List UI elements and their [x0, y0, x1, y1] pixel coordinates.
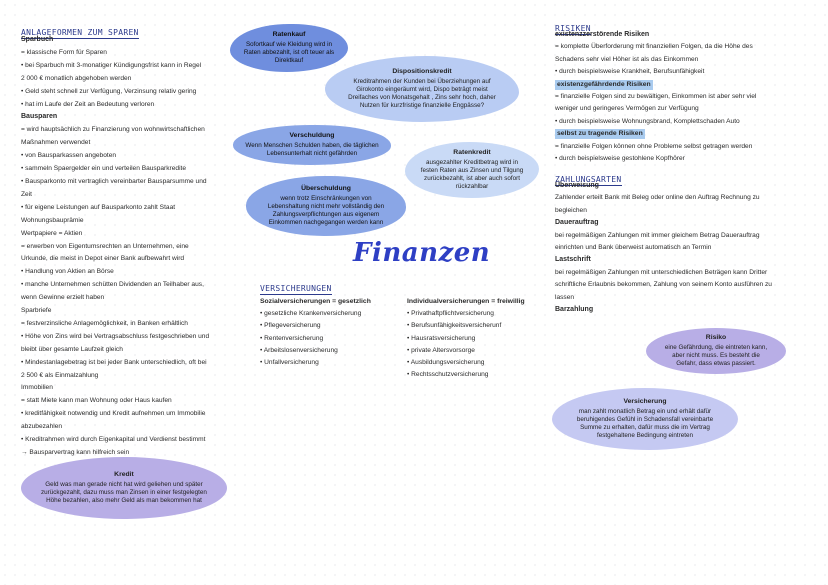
- dispo-text: Kreditrahmen der Kunden bei Überziehungen auf Girokonto eingeräumt wird, Dispo beträgt meist Dreifaches von Monatsgehalt , Zins sehr hoch, daher Nutzen für kurzfristige finanzielle Engpässe?: [348, 78, 496, 109]
- sozial-item: • Rentenversicherung: [260, 334, 324, 342]
- main-title: Finanzen: [353, 238, 491, 268]
- individual-item: • Privathaftpflichtversicherung: [407, 310, 494, 318]
- anlage-heading: ANLAGEFORMEN ZUM SPAREN: [21, 28, 139, 37]
- anlage-line: 2 500 € als Einmalzahlung: [21, 371, 99, 379]
- zahlungsart-label: Dauerauftrag: [555, 219, 599, 227]
- anlage-line: Maßnahmen verwendet: [21, 139, 91, 147]
- risiko-line: • durch beispielsweise gestohlene Kopfhörer: [555, 155, 685, 163]
- anlage-section: [21, 34, 246, 460]
- anlage-line: = wird hauptsächlich zu Finanzierung von wohnwirtschaftlichen: [21, 126, 205, 134]
- verschuldung-title: Verschuldung: [289, 132, 335, 139]
- zahlungsart-label: Lastschrift: [555, 256, 591, 264]
- anlage-line: • Bausparkonto mit vertraglich vereinbarter Bausparsumme und: [21, 177, 207, 185]
- zahlungsart-line: lassen: [555, 293, 575, 301]
- risiko-category: existenzzerstörende Risiken: [555, 31, 650, 38]
- risiko-line: = finanzielle Folgen können ohne Probleme selbst getragen werden: [555, 142, 753, 150]
- zahlungsarten-section: [555, 180, 810, 316]
- anlage-line: • kreditfähigkeit notwendig und Kredit aufnehmen um Immobilie: [21, 410, 206, 418]
- anlage-line: • Handlung von Aktien an Börse: [21, 268, 114, 276]
- risiko-category: existenzgefährdende Risiken: [557, 80, 651, 88]
- risiko-category: selbst zu tragende Risiken: [557, 130, 643, 138]
- zahlungsarten-heading: ZAHLUNGSARTEN: [555, 175, 622, 184]
- sozialversicherungen-list: [260, 296, 400, 369]
- versicherung-note: [552, 388, 738, 450]
- zahlungsart-label: Überweisung: [555, 182, 599, 189]
- ratenkauf-note: [230, 24, 348, 72]
- anlage-line: • sammeln Spaergelder ein und verteilen Bausparkredite: [21, 165, 187, 173]
- anlage-line: wenn Gewinne erzielt haben: [21, 294, 105, 302]
- ueberschuldung-note: [246, 176, 406, 236]
- anlage-line: • Geld steht schnell zur Verfügung, Verzinsung relativ gering: [21, 87, 197, 95]
- kredit-note: [21, 457, 227, 519]
- zahlungsart-line: bei regelmäßigen Zahlungen mit immer gleichem Betrag Dauerauftrag: [555, 231, 760, 239]
- kredit-title: Kredit: [114, 471, 134, 478]
- zahlungsart-line: bei regelmäßigen Zahlungen mit unterschiedlichen Beträgen kann Dritter: [555, 268, 768, 276]
- dispositionskredit-note: [325, 56, 519, 122]
- sozial-item: • Pflegeversicherung: [260, 322, 321, 330]
- individualversicherungen-list: [407, 296, 557, 381]
- versicherung-text: man zahlt monatlich Betrag ein und erhält dafür beruhigendes Gefühl in Schadensfall vereinbarte Summe zu erhalten, dafür muss die im Vertrag festgehaltene Bedingung eintreten: [576, 408, 714, 439]
- sozial-title: Sozialversicherungen = gesetzlich: [260, 298, 371, 305]
- anlage-line: = festverzinsliche Anlagemöglichkeit, in Banken erhältlich: [21, 319, 188, 327]
- anlage-line: • Kreditrahmen wird durch Eigenkapital und Verdienst bestimmt: [21, 436, 206, 444]
- individual-item: • Rechtsschutzversicherung: [407, 371, 489, 379]
- anlage-line: • hat im Laufe der Zeit an Bedeutung verloren: [21, 100, 155, 108]
- sozial-item: • Arbeitslosenversicherung: [260, 346, 338, 354]
- risiko-line: = finanzielle Folgen sind zu bewältigen, Einkommen ist aber sehr viel: [555, 93, 757, 101]
- versicherung-title: Versicherung: [623, 398, 667, 405]
- risiko-line: weniger und geringeres Vermögen zur Verfügung: [555, 105, 699, 113]
- anlage-line: bleibt über gesamte Laufzeit gleich: [21, 345, 123, 353]
- risiken-heading: RISIKEN: [555, 24, 591, 33]
- anlage-line: • Höhe von Zins wird bei Vertragsabschluss festgeschrieben und: [21, 332, 210, 340]
- individual-title: Individualversicherungen = freiwillig: [407, 298, 525, 305]
- anlage-line: Immobilien: [21, 384, 53, 392]
- anlage-line: abzubezahlen: [21, 423, 63, 431]
- risiko-title: Risiko: [705, 334, 727, 341]
- anlage-line: → Bausparvertrag kann hilfreich sein: [21, 449, 130, 456]
- anlage-line: = erwerben von Eigentumsrechten an Unternehmen, eine: [21, 242, 189, 250]
- risiko-line: • durch beispielsweise Krankheit, Berufsunfähigkeit: [555, 68, 705, 76]
- ueberschuldung-title: Überschuldung: [301, 185, 351, 192]
- ratenkredit-title: Ratenkredit: [453, 149, 491, 156]
- risiko-line: = komplette Überforderung mit finanziellen Folgen, da die Höhe des: [555, 43, 753, 51]
- ueberschuldung-text: wenn trotz Einschränkungen von Lebenshaltung nicht mehr vollständig den Zahlungsverpflichtungen aus eigenem Einkommen nachgegangen werden kann: [267, 195, 385, 226]
- anlage-line: Wohnungsbauprämie: [21, 216, 84, 224]
- risiko-text: eine Gefährdung, die eintreten kann, aber nicht muss. Es besteht die Gefahr, dass etwas passiert.: [664, 344, 768, 367]
- zahlungsart-line: schriftliche Erlaubnis bekommen, Zahlung von seinem Konto ausführen zu: [555, 281, 772, 289]
- anlage-subheading: Sparbuch: [21, 36, 54, 43]
- anlage-subheading: Bausparen: [21, 113, 58, 121]
- individual-item: • private Altersvorsorge: [407, 346, 475, 354]
- versicherungen-heading: VERSICHERUNGEN: [260, 284, 332, 293]
- anlage-line: 2 000 € monatlich abgehoben werden: [21, 74, 132, 82]
- anlage-line: • Mindestanlagebetrag ist bei jeder Bank unterschiedlich, oft bei: [21, 358, 207, 366]
- risiken-section: [555, 29, 805, 165]
- risiko-line: • durch beispielsweise Wohnungsbrand, Komplettschaden Auto: [555, 117, 740, 125]
- risiko-note: [646, 328, 786, 374]
- ratenkauf-title: Ratenkauf: [272, 31, 306, 38]
- anlage-line: • manche Unternehmen schütten Dividenden an Teilhaber aus,: [21, 281, 204, 289]
- verschuldung-note: [233, 125, 391, 165]
- anlage-line: • von Bausparkassen angeboten: [21, 152, 117, 160]
- anlage-line: Zeit: [21, 190, 32, 198]
- sozial-item: • Unfallversicherung: [260, 359, 319, 367]
- anlage-line: • bei Sparbuch mit 3-monatiger Kündigungsfrist kann in Regel: [21, 61, 202, 69]
- anlage-line: = klassische Form für Sparen: [21, 48, 107, 56]
- anlage-line: = statt Miete kann man Wohnung oder Haus kaufen: [21, 397, 172, 405]
- dispo-title: Dispositionskredit: [392, 68, 452, 75]
- sozial-item: • gesetzliche Krankenversicherung: [260, 310, 362, 318]
- verschuldung-text: Wenn Menschen Schulden haben, die täglichen Lebensunterhalt nicht gefährden: [245, 142, 379, 157]
- ratenkredit-text: ausgezahlter Kreditbetrag wird in festen Raten aus Zinsen und Tilgung zurückbezahlt, ist aber auch sofort rückzahlbar: [420, 159, 524, 190]
- anlage-line: Wertpapiere = Aktien: [21, 229, 83, 237]
- individual-item: • Hausratsversicherung: [407, 334, 476, 342]
- individual-item: • Berufsunfähigkeitsversicherunf: [407, 322, 502, 330]
- ratenkauf-text: Sofortkauf wie Kleidung wird in Raten abbezahlt, ist oft teuer als Direktkauf: [243, 41, 335, 64]
- anlage-line: Urkunde, die meist in Depot einer Bank aufbewahrt wird: [21, 255, 185, 263]
- ratenkredit-note: [405, 142, 539, 198]
- zahlungsart-label: Barzahlung: [555, 306, 594, 314]
- zahlungsart-line: einrichten und Bank überweist automatisch an Termin: [555, 244, 712, 252]
- versicherungen-heading-wrap: [260, 278, 332, 296]
- anlage-line: • für eigene Leistungen auf Bausparkonto zahlt Staat: [21, 203, 176, 211]
- anlage-line: Sparbriefe: [21, 307, 52, 315]
- zahlungsart-line: begleichen: [555, 206, 587, 214]
- risiko-line: Schadens sehr viel Höher ist als das Einkommen: [555, 55, 699, 63]
- individual-item: • Ausbildungsversicherung: [407, 359, 485, 367]
- zahlungsart-line: Zahlender erteilt Bank mit Beleg oder online den Auftrag Rechnung zu: [555, 194, 760, 202]
- kredit-text: Geld was man gerade nicht hat wird geliehen und später zurückgezahlt, dazu muss man Zinsen in einer festgelegten Höhe bezahlen, also mehr Geld als man bekommen hat: [41, 481, 207, 504]
